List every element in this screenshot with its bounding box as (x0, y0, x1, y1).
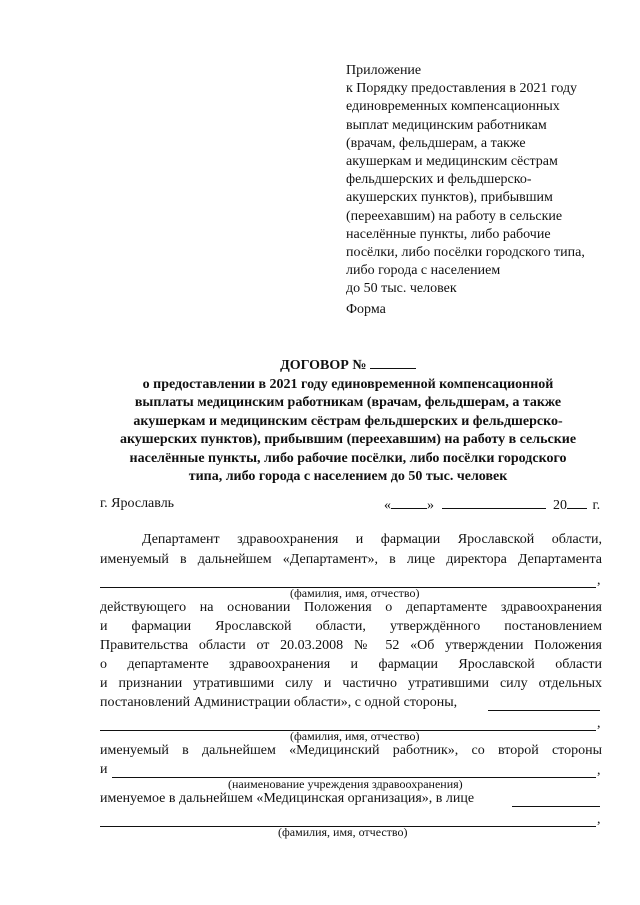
comma: , (597, 763, 601, 778)
paragraph-2-line: действующего на основании Положения о департаменте здравоохранения (100, 600, 602, 615)
appendix-line: акушеркам и медицинским сёстрам (346, 154, 558, 170)
appendix-line: до 50 тыс. человек (346, 281, 457, 297)
comma: , (597, 573, 601, 588)
caption-fio: (фамилия, имя, отчество) (290, 729, 420, 743)
contract-title-text: ДОГОВОР № (280, 358, 367, 373)
quote-open: « (384, 498, 391, 513)
appendix-line: (врачам, фельдшерам, а также (346, 135, 526, 151)
comma: , (597, 812, 601, 827)
party-blank[interactable] (488, 710, 600, 711)
contract-subtitle-line: акушеркам и медицинским сёстрам фельдшерских и фельдшерско- (133, 413, 563, 429)
contract-number-blank[interactable] (370, 355, 416, 369)
appendix-line: посёлки, либо посёлки городского типа, (346, 245, 585, 261)
appendix-line: фельдшерских и фельдшерско- (346, 172, 532, 188)
appendix-line: Приложение (346, 63, 422, 78)
appendix-line: населённые пункты, либо рабочие (346, 226, 551, 242)
paragraph-2-line: о департаменте здравоохранения и фармации Ярославской области (100, 657, 602, 672)
paragraph-2-line: и признании утратившими силу и частично утратившими силу отдельных (100, 676, 602, 691)
appendix-line: к Порядку предоставления в 2021 году (346, 81, 578, 97)
contract-subtitle-line: о предоставлении в 2021 году единовременной компенсационной (142, 376, 554, 392)
contract-subtitle-line: типа, либо города с населением до 50 тыс. человек (188, 469, 508, 484)
paragraph-2-line: Правительства области от 20.03.2008 № 52 «Об утверждении Положения (100, 638, 602, 653)
caption-fio: (фамилия, имя, отчество) (278, 825, 408, 839)
year-suffix: г. (592, 498, 601, 513)
year-blank[interactable] (567, 496, 587, 509)
contract-subtitle-line: населённые пункты, либо рабочие посёлки, либо посёлки городского (129, 450, 567, 466)
caption-organization: (наименование учреждения здравоохранения) (228, 777, 463, 791)
contract-title (98, 355, 598, 376)
day-blank[interactable] (391, 496, 427, 509)
appendix-line: (переехавшим) на работу в сельские (346, 208, 563, 224)
appendix-line: выплат медицинским работникам (346, 117, 547, 133)
and-label: и (100, 762, 108, 777)
city-label: г. Ярославль (100, 496, 175, 511)
comma: , (597, 716, 601, 731)
form-label: Форма (346, 302, 386, 317)
date-line (384, 496, 600, 514)
month-blank[interactable] (442, 496, 546, 509)
representative-blank[interactable] (512, 806, 600, 807)
paragraph-2-line: постановлений Администрации области», с одной стороны, (100, 695, 458, 710)
paragraph-3-line: именуемый в дальнейшем «Медицинский работник», со второй стороны (100, 743, 602, 758)
contract-subtitle-line: акушерских пунктов), прибывшим (переехавшим) на работу в сельские (119, 432, 577, 447)
appendix-block (346, 62, 626, 299)
appendix-line: единовременных компенсационных (346, 99, 560, 115)
appendix-line: акушерских пунктов), прибывшим (346, 190, 553, 206)
quote-close: » (427, 498, 434, 513)
paragraph-1-line: Департамент здравоохранения и фармации Ярославской области, (142, 532, 602, 547)
paragraph-4-line: именуемое в дальнейшем «Медицинская организация», в лице (100, 791, 475, 806)
paragraph-2-line: и фармации Ярославской области, утверждённого постановлением (100, 619, 602, 634)
paragraph-1-line: именуемый в дальнейшем «Департамент», в лице директора Департамента (100, 552, 602, 567)
appendix-line: либо города с населением (346, 263, 501, 279)
contract-title-block (98, 355, 598, 487)
year-prefix: 20 (553, 498, 567, 513)
caption-fio: (фамилия, имя, отчество) (290, 586, 420, 600)
contract-subtitle-line: выплаты медицинским работникам (врачам, фельдшерам, а также (134, 395, 562, 410)
